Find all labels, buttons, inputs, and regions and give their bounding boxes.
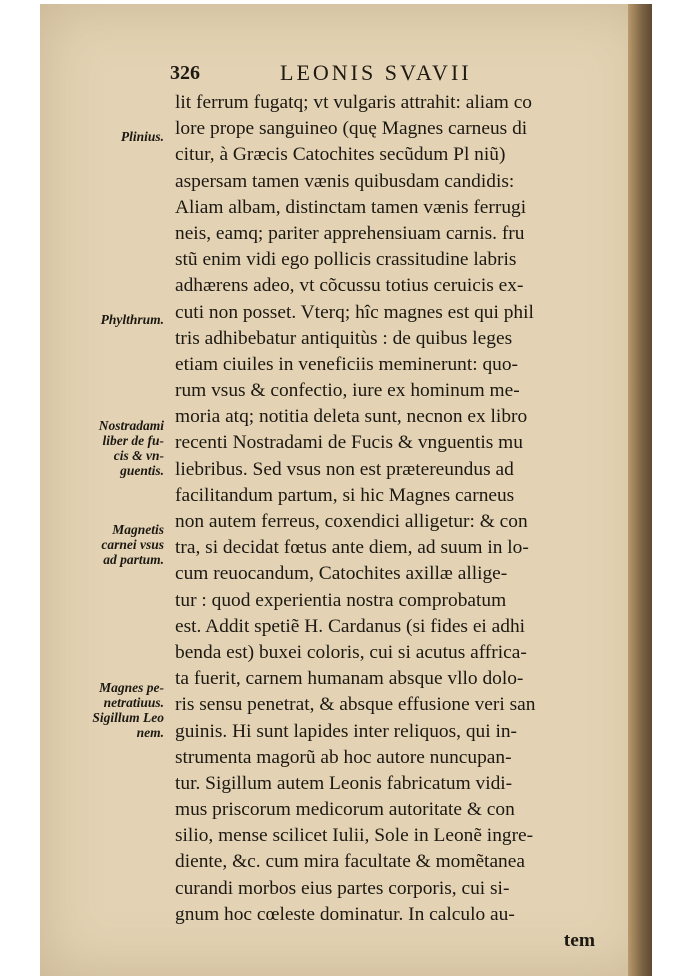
text-line: aspersam tamen vænis quibusdam candidis: [175, 170, 515, 192]
text-line: strumenta magorũ ab hoc autore nuncupan- [175, 746, 512, 768]
text-line: recenti Nostradami de Fucis & vnguentis mu [175, 432, 523, 454]
text-line: ris sensu penetrat, & absque effusione veri san [175, 694, 536, 716]
text-line: etiam ciuiles in veneficiis meminerunt: quo- [175, 353, 519, 375]
marginal-note-line: Plinius. [120, 129, 164, 144]
text-line: guinis. Hi sunt lapides inter reliquos, qui in- [175, 720, 517, 742]
text-line: silio, mense scilicet Iulii, Sole in Leonẽ ingre- [175, 825, 534, 847]
text-line: citur, à Græcis Catochites secũdum Pl niũ) [175, 144, 506, 166]
marginal-note-line: Phylthrum. [100, 312, 164, 327]
marginal-note-line: carnei vsus [101, 537, 164, 552]
body-text [175, 90, 600, 954]
running-head: LEONIS SVAVII [280, 60, 472, 85]
text-line: stũ enim vidi ego pollicis crassitudine labris [175, 249, 517, 271]
marginal-note-line: nem. [136, 725, 164, 740]
text-line: non autem ferreus, coxendici alligetur: & con [175, 511, 528, 532]
marginal-note-line: netratiuus. [103, 695, 164, 710]
text-line: gnum hoc cœleste dominatur. In calculo au- [175, 903, 515, 925]
text-line: est. Addit spetiẽ H. Cardanus (si fides ei adhi [175, 615, 526, 637]
text-line: cum reuocandum, Catochites axillæ allige- [175, 563, 508, 585]
text-line: tur : quod experientia nostra comprobatum [175, 589, 507, 611]
marginal-note-line: guentis. [120, 463, 164, 478]
text-line: tris adhibebatur antiquitùs : de quibus leges [175, 327, 513, 349]
marginal-note-phylthrum [64, 312, 164, 327]
marginal-note-magnes [64, 680, 164, 740]
text-line: lit ferrum fugatq; vt vulgaris attrahit: aliam co [175, 92, 533, 113]
marginal-note-magnetis [64, 522, 164, 567]
text-line: benda est) buxei coloris, cui si acutus affrica- [175, 641, 527, 663]
marginal-note-line: Magnetis [112, 522, 164, 537]
text-line: adhærens adeo, vt cõcussu totius ceruicis ex- [175, 275, 524, 297]
text-line: neis, eamq; pariter apprehensiuam carnis. fru [175, 222, 525, 244]
text-line: Aliam albam, distinctam tamen vænis ferrugi [175, 196, 527, 218]
text-line: diente, &c. cum mira facultate & momẽtanea [175, 851, 525, 873]
marginal-note-line: cis & vn- [113, 448, 164, 463]
marginal-note-nostradami [64, 418, 164, 478]
text-line: cuti non posset. Vterq; hîc magnes est qui phil [175, 301, 534, 323]
text-line: tur. Sigillum autem Leonis fabricatum vidi- [175, 772, 513, 794]
text-line: moria atq; notitia deleta sunt, necnon ex libro [175, 406, 528, 428]
text-line: tra, si decidat fœtus ante diem, ad suum in lo- [175, 537, 529, 559]
page-edge-shadow [628, 4, 652, 976]
marginal-note-plinius [64, 129, 164, 144]
text-line: lore prope sanguineo (quę Magnes carneus di [175, 118, 528, 140]
text-line: ta fuerit, carnem humanam absque vllo dolo- [175, 668, 524, 690]
page-number: 326 [170, 62, 200, 84]
marginal-note-line: Sigillum Leo [92, 710, 164, 725]
text-line: curandi morbos eius partes corporis, cui si- [175, 877, 510, 899]
text-line: mus priscorum medicorum autoritate & con [175, 799, 515, 821]
text-line: facilitandum partum, si hic Magnes carneus [175, 484, 515, 506]
text-line: rum vsus & confectio, iure ex hominum me- [175, 380, 520, 402]
marginal-note-line: ad partum. [103, 552, 164, 567]
catchword: tem [563, 930, 595, 951]
marginal-note-line: Magnes pe- [99, 680, 164, 695]
page-header [170, 60, 620, 90]
text-line: liebribus. Sed vsus non est prætereundus ad [175, 458, 514, 480]
marginal-note-line: liber de fu- [102, 433, 164, 448]
marginal-note-line: Nostradami [98, 418, 164, 433]
